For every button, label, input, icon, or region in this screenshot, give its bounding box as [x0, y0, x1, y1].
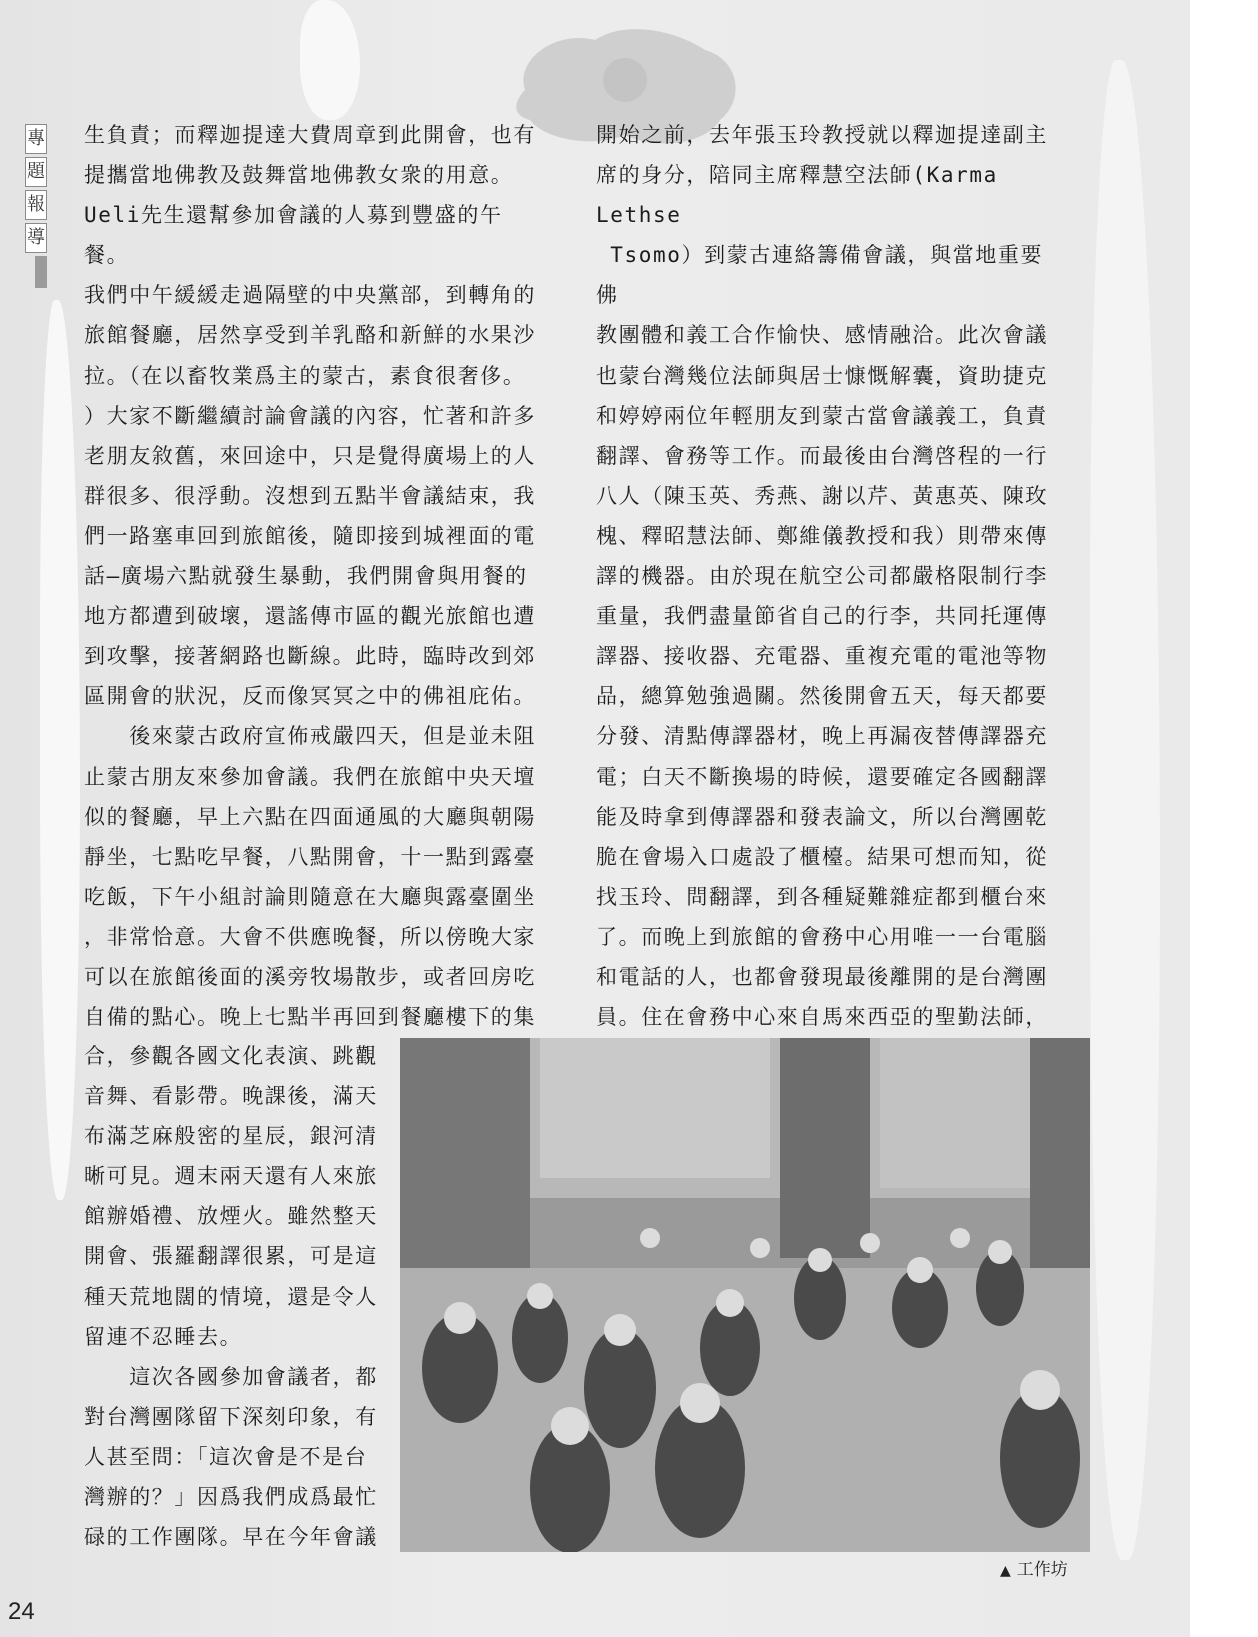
section-tag-bar: [35, 256, 47, 288]
section-tag-char: 報: [25, 190, 47, 220]
article-column-right: 開始之前，去年張玉玲教授就以釋迦提達副主 席的身分，陪同主席釋慧空法師(Karma Lethse Tsomo）到蒙古連絡籌備會議，與當地重要佛 教團體和義工合作愉快、感情融洽。此次會議 也蒙台灣幾位法師與居士慷慨解囊，資助捷克 和婷婷兩位年輕朋友到蒙古當會議義工，負責 翻譯、會務等工作。而最後由台灣啓程的一行 八人（陳玉英、秀燕、謝以芹、黃惠英、陳玫 槐、釋昭慧法師、鄭維儀教授和我）則帶來傳 譯的機器。由於現在航空公司都嚴格限制行李 重量，我們盡量節省自己的行李，共同托運傳 譯器、接收器、充電器、重複充電的電池等物 品，總算勉強過關。然後開會五天，每天都要 分發、清點傳譯器材，晚上再漏夜替傳譯器充 電；白天不斷換場的時候，還要確定各國翻譯 能及時拿到傳譯器和發表論文，所以台灣團乾 脆在會場入口處設了櫃檯。結果可想而知，從 找玉玲、問翻譯，到各種疑難雜症都到櫃台來 了。而晚上到旅館的會務中心用唯一一台電腦 和電話的人，也都會發現最後離開的是台灣團 員。住在會務中心來自馬來西亞的聖勤法師，: [596, 123, 1048, 1030]
article-column-left-narrow: 合，參觀各國文化表演、跳觀 音舞、看影帶。晚課後，滿天 布滿芝麻般密的星辰，銀河清 晰可見。週末兩天還有人來旅 館辦婚禮、放煙火。雖然整天 開會、張羅翻譯很累，可是這 種天荒地闊的情境，還是令人 留連不忍睡去。 這次各國參加會議者，都 對台灣團隊留下深刻印象，有 人甚至問：「這次會是不是台 灣辦的？」因爲我們成爲最忙 碌的工作團隊。早在今年會議: [84, 1044, 378, 1550]
section-tag-char: 題: [25, 157, 47, 187]
section-tag: [25, 124, 49, 288]
workshop-photo: [400, 1038, 1090, 1552]
caption-marker-icon: ▲: [1000, 1563, 1011, 1579]
photo-caption: [1000, 1555, 1100, 1580]
page-number: 24: [8, 1598, 35, 1625]
caption-text: 工作坊: [1016, 1560, 1068, 1580]
article-column-left-top: 生負責；而釋迦提達大費周章到此開會，也有 提攜當地佛教及鼓舞當地佛教女衆的用意。 Ueli先生還幫參加會議的人募到豐盛的午餐。 我們中午緩緩走過隔壁的中央黨部，到轉角的 旅館餐廳，居然享受到羊乳酪和新鮮的水果沙 拉。（在以畜牧業爲主的蒙古，素食很奢侈。 ）大家不斷繼續討論會議的內容，忙著和許多 老朋友敘舊，來回途中，只是覺得廣場上的人 群很多、很浮動。沒想到五點半會議結束，我 們一路塞車回到旅館後，隨即接到城裡面的電 話—廣場六點就發生暴動，我們開會與用餐的 地方都遭到破壞，還謠傳市區的觀光旅館也遭 到攻擊，接著網路也斷線。此時，臨時改到郊 區開會的狀況，反而像冥冥之中的佛祖庇佑。 後來蒙古政府宣佈戒嚴四天，但是並未阻 止蒙古朋友來參加會議。我們在旅館中央天壇 似的餐廳，早上六點在四面通風的大廳與朝陽 靜坐，七點吃早餐，八點開會，十一點到露臺 吃飯，下午小組討論則隨意在大廳與露臺圍坐 ，非常恰意。大會不供應晚餐，所以傍晚大家 可以在旅館後面的溪旁牧場散步，或者回房吃 自備的點心。晚上七點半再回到餐廳樓下的集: [84, 123, 536, 1030]
section-tag-char: 專: [25, 124, 47, 154]
section-tag-char: 導: [25, 223, 47, 253]
photo-workshop-icon: [400, 1038, 1090, 1552]
page-right-margin: [1190, 0, 1258, 1637]
